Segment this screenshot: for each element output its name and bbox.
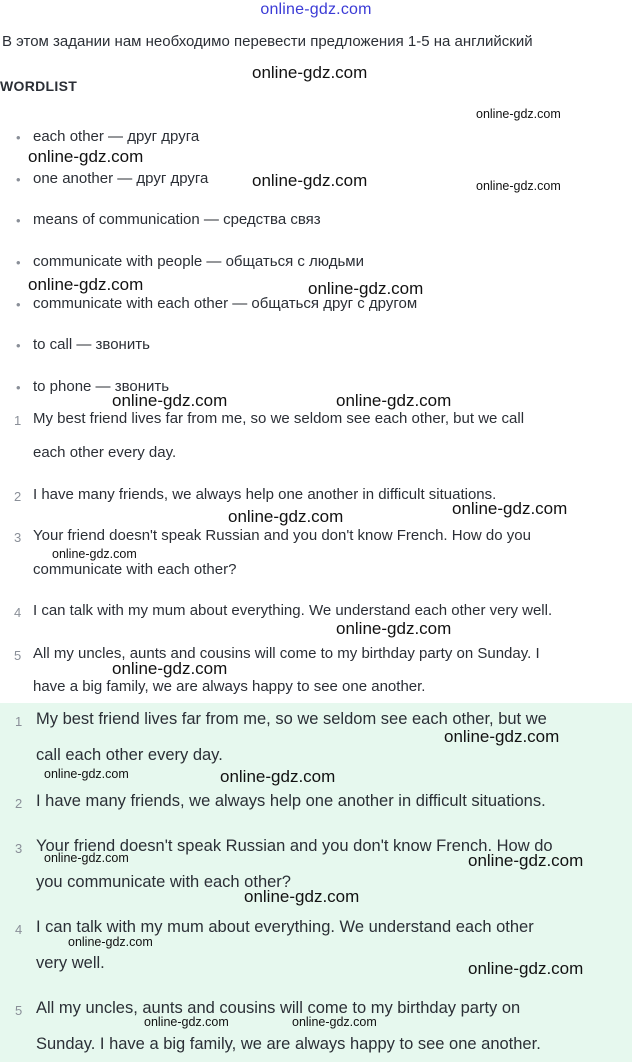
bullet-icon: • (16, 255, 21, 270)
watermark: online-gdz.com (28, 275, 144, 294)
watermark: online-gdz.com (292, 1015, 377, 1029)
sentence-line: communicate with each other? (33, 561, 237, 578)
watermark: online-gdz.com (220, 767, 336, 786)
item-number: 3 (14, 530, 22, 545)
watermark: online-gdz.com (252, 63, 368, 82)
answer-line: very well. (36, 954, 105, 972)
wordlist-item: one another — друг друга (33, 170, 209, 187)
item-number: 1 (14, 413, 22, 428)
watermark: online-gdz.com (68, 935, 153, 949)
item-number: 4 (14, 605, 22, 620)
bullet-icon: • (16, 213, 21, 228)
bullet-icon: • (16, 297, 21, 312)
watermark: online-gdz.com (244, 887, 360, 906)
watermark: online-gdz.com (28, 147, 144, 166)
watermark: online-gdz.com (52, 547, 137, 561)
sentence-line: each other every day. (33, 444, 177, 461)
sentence-line: My best friend lives far from me, so we seldom see each other, but we call (33, 410, 525, 427)
bullet-icon: • (16, 380, 21, 395)
answer-line: All my uncles, aunts and cousins will come to my birthday party on (36, 999, 521, 1017)
watermark: online-gdz.com (336, 619, 452, 638)
item-number: 5 (14, 648, 22, 663)
answer-line: Sunday. I have a big family, we are always happy to see one another. (36, 1035, 541, 1053)
wordlist-item: each other — друг друга (33, 128, 200, 145)
answer-line: Your friend doesn't speak Russian and you don't know French. How do (36, 837, 553, 855)
item-number: 1 (15, 714, 23, 729)
answer-line: I can talk with my mum about everything. We understand each other (36, 918, 534, 936)
watermark: online-gdz.com (476, 107, 561, 121)
sentence-line: have a big family, we are always happy to see one another. (33, 678, 426, 695)
site-logo[interactable]: online-gdz.com (260, 1, 372, 18)
watermark: online-gdz.com (144, 1015, 229, 1029)
watermark: online-gdz.com (444, 727, 560, 746)
answer-line: call each other every day. (36, 746, 223, 764)
wordlist-item: communicate with each other — общаться друг с другом (33, 295, 418, 312)
wordlist-item: to call — звонить (33, 336, 150, 353)
item-number: 5 (15, 1003, 23, 1018)
sentence-line: All my uncles, aunts and cousins will come to my birthday party on Sunday. I (33, 645, 540, 662)
watermark: online-gdz.com (476, 179, 561, 193)
task-intro: В этом задании нам необходимо перевести предложения 1-5 на английский (2, 33, 533, 50)
watermark: online-gdz.com (44, 851, 129, 865)
bullet-icon: • (16, 130, 21, 145)
sentence-line: Your friend doesn't speak Russian and you don't know French. How do you (33, 527, 531, 544)
item-number: 4 (15, 922, 23, 937)
watermark: online-gdz.com (308, 279, 424, 298)
sentence-line: I have many friends, we always help one another in difficult situations. (33, 486, 497, 503)
watermark: online-gdz.com (44, 767, 129, 781)
answer-line: My best friend lives far from me, so we seldom see each other, but we (36, 710, 547, 728)
item-number: 2 (14, 489, 22, 504)
item-number: 2 (15, 796, 23, 811)
sentence-line: I can talk with my mum about everything. We understand each other very well. (33, 602, 553, 619)
wordlist-title: WORDLIST (0, 78, 78, 94)
wordlist-item: to phone — звонить (33, 378, 170, 395)
bullet-icon: • (16, 338, 21, 353)
answer-line: you communicate with each other? (36, 873, 291, 891)
item-number: 3 (15, 841, 23, 856)
wordlist-item: means of communication — средства связ (33, 211, 321, 228)
watermark: online-gdz.com (112, 659, 228, 678)
watermark: online-gdz.com (112, 391, 228, 410)
watermark: online-gdz.com (336, 391, 452, 410)
watermark: online-gdz.com (252, 171, 368, 190)
wordlist-item: communicate with people — общаться с людьми (33, 253, 364, 270)
watermark: online-gdz.com (228, 507, 344, 526)
watermark: online-gdz.com (468, 851, 584, 870)
watermark: online-gdz.com (468, 959, 584, 978)
watermark: online-gdz.com (452, 499, 568, 518)
bullet-icon: • (16, 172, 21, 187)
answer-line: I have many friends, we always help one another in difficult situations. (36, 792, 546, 810)
